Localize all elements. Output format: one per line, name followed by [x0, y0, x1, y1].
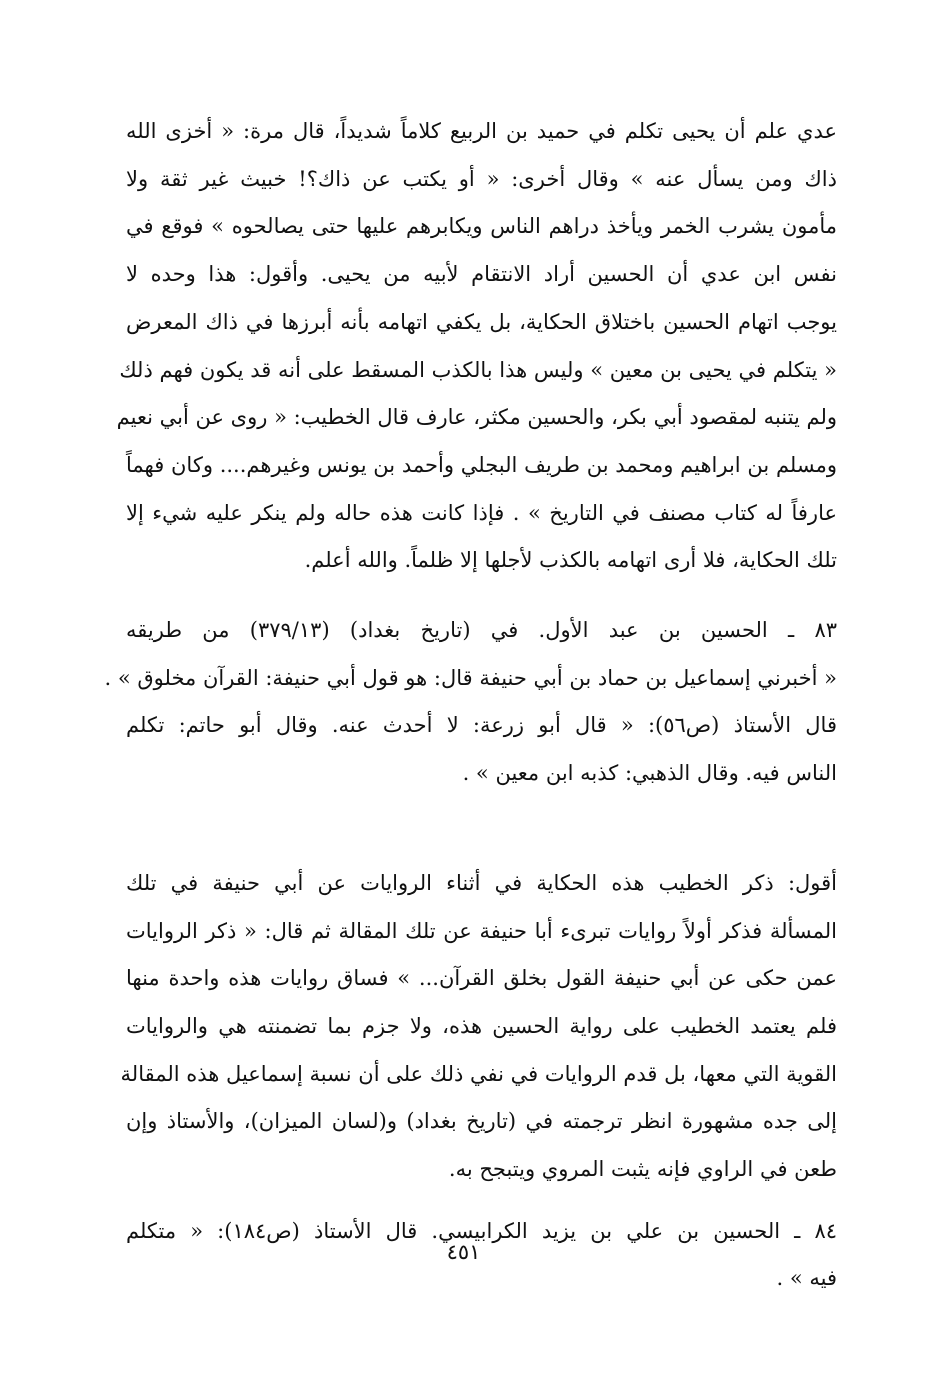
paragraph-commentary [120, 860, 837, 1194]
text-line: تلك الحكاية، فلا أرى اتهامه بالكذب لأجلها إلا ظلماً. والله أعلم. [304, 548, 837, 573]
paragraph-spacer [126, 798, 837, 860]
paragraph-spacer [126, 585, 837, 607]
text-line: الناس فيه. وقال الذهبي: كذبه ابن معين » . [462, 761, 837, 786]
text-line: عدي علم أن يحيى تكلم في حميد بن الربيع كلاماً شديداً، قال مرة: « أخزى الله [126, 119, 837, 143]
text-line: نفس ابن عدي أن الحسين أراد الانتقام لأبيه من يحيى. وأقول: هذا وحده لا [126, 262, 837, 287]
text-line: المسألة فذكر أولاً روايات تبرىء أبا حنيفة عن تلك المقالة ثم قال: « ذكر الروايات [126, 918, 837, 943]
text-line: « يتكلم في يحيى بن معين » وليس هذا بالكذب المسقط على أنه قد يكون فهم ذلك [119, 357, 837, 382]
text-line: إلى جده مشهورة انظر ترجمته في (تاريخ بغداد) و(لسان الميزان)، والأستاذ وإن [126, 1109, 837, 1134]
text-line: ومسلم بن ابراهيم ومحمد بن طريف البجلي وأحمد بن يونس وغيرهم.... وكان فهماً [126, 452, 837, 477]
text-line: فيه » . [776, 1266, 837, 1291]
text-line: مأمون يشرب الخمر ويأخذ دراهم الناس ويكابرهم عليها حتى يصالحوه » فوقع في [126, 214, 837, 239]
text-line: عمن حكى عن أبي حنيفة القول بخلق القرآن... » فساق روايات هذه واحدة منها [126, 966, 837, 991]
text-line: ذاك ومن يسأل عنه » وقال أخرى: « أو يكتب عن ذاك؟! خبيث غير ثقة ولا [126, 166, 837, 191]
paragraph-spacer [126, 1194, 837, 1208]
text-line: ٨٣ ـ الحسين بن عبد الأول. في (تاريخ بغداد) (٣٧٩/١٣) من طريقه [126, 618, 837, 643]
text-line: « أخبرني إسماعيل بن حماد بن أبي حنيفة قال: هو قول أبي حنيفة: القرآن مخلوق » . [104, 665, 837, 690]
text-line: ولم يتنبه لمقصود أبي بكر، والحسين مكثر، عارف قال الخطيب: « روى عن أبي نعيم [116, 405, 837, 430]
paragraph-1 [116, 108, 837, 585]
text-line: قال الأستاذ (ص٥٦): « قال أبو زرعة: لا أحدث عنه. وقال أبو حاتم: تكلم [126, 713, 837, 738]
text-line: عارفاً له كتاب مصنف في التاريخ » . فإذا كانت هذه حاله ولم ينكر عليه شيء إلا [126, 500, 837, 525]
text-line: القوية التي معها، بل قدم الروايات في نفي ذلك على أن نسبة إسماعيل هذه المقالة [120, 1061, 837, 1086]
page-number: ٤٥١ [446, 1240, 481, 1264]
text-line: يوجب اتهام الحسين باختلاق الحكاية، بل يكفي اتهامه بأنه أبرزها في ذاك المعرض [126, 309, 837, 334]
entry-83 [104, 607, 837, 798]
text-line: ٨٤ ـ الحسين بن علي بن يزيد الكرابيسي. قال الأستاذ (ص١٨٤): « متكلم [126, 1218, 838, 1243]
text-line: طعن في الراوي فإنه يثبت المروي ويتبجح به. [448, 1157, 837, 1182]
text-line: فلم يعتمد الخطيب على رواية الحسين هذه، ولا جزم بما تضمنته هي والروايات [126, 1013, 837, 1038]
text-line: أقول: ذكر الخطيب هذه الحكاية في أثناء الروايات عن أبي حنيفة في تلك [126, 870, 837, 895]
